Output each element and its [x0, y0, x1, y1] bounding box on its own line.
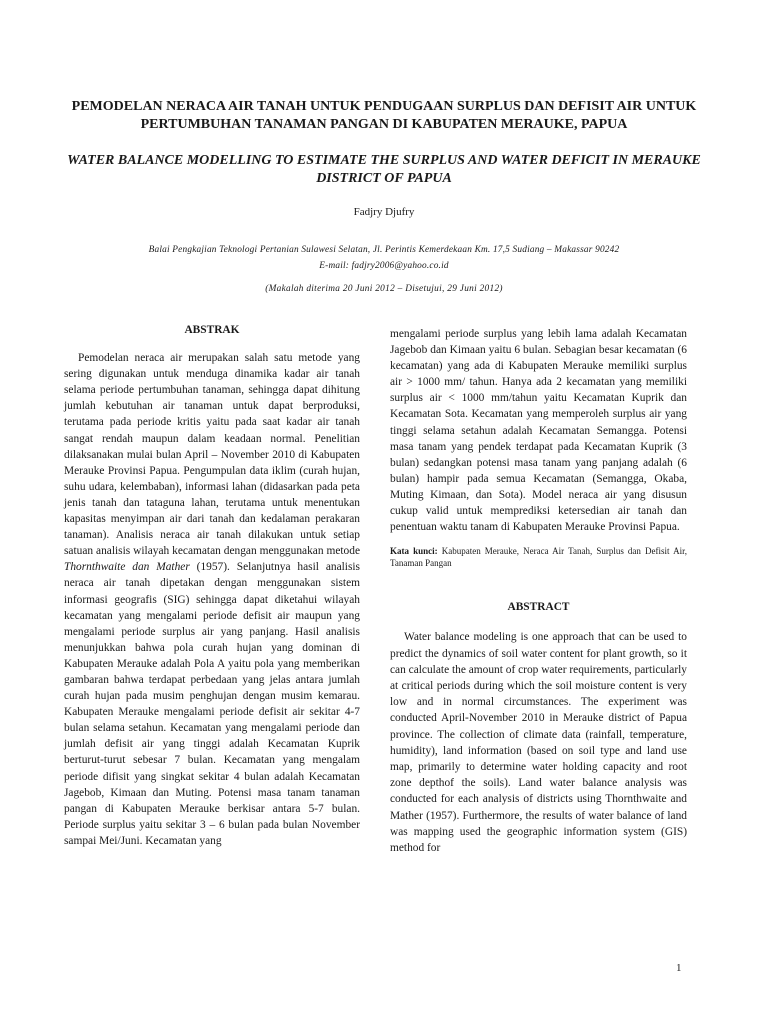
submission-dates: (Makalah diterima 20 Juni 2012 – Disetujui, 29 Juni 2012): [265, 284, 503, 294]
affiliation-address: Balai Pengkajian Teknologi Pertanian Sulawesi Selatan, Jl. Perintis Kemerdekaan Km. 17,5 Sudiang – Makassar 90242: [148, 245, 620, 255]
left-column: [64, 322, 360, 849]
page-number: 1: [676, 962, 682, 974]
keywords: [390, 545, 687, 569]
paper-title-english: WATER BALANCE MODELLING TO ESTIMATE THE SURPLUS AND WATER DEFICIT IN MERAUKE DISTRICT OF PAPUA: [67, 153, 701, 186]
author-affiliation: [40, 242, 728, 274]
abstrak-text-part-1: Pemodelan neraca air merupakan salah satu metode yang sering digunakan untuk menduga dinamika kadar air tanah selama periode pertumbuhan tanaman, sehingga dapat dihitung jumlah kebutuhan air tanaman untuk dapat berproduksi, terutama pada periode kritis yaitu pada saat kadar air tanah sangat rendah maupun dalam keadaan normal. Penelitian dilaksanakan mulai bulan April – November 2010 di Kabupaten Merauke Provinsi Papua. Pengumpulan data iklim (curah hujan, suhu udara, kelembaban), informasi lahan (didasarkan pada peta jenis tanah dan tataguna lahan, terutama untuk menentukan kapasitas menyimpan air dari tanah dan kedalaman perakaran tanaman). Analisis neraca air tanah dilakukan untuk setiap satuan analisis wilayah kecamatan dengan menggunakan metode: [64, 352, 360, 558]
abstrak-paragraph: [64, 350, 360, 849]
right-column: [390, 326, 687, 856]
abstract-paragraph: Water balance modeling is one approach that can be used to predict the dynamics of soil water content for plant growth, so it can calculate the amount of crop water requirements, particularly at critical periods during which the soil moisture content is very low and in normal circumstances. The experiment was conducted April-November 2010 in Merauke district of Papua province. The collection of climate data (rainfall, temperature, humidity), land information (based on soil type and land use map, primarily to determine water holding capacity and root zone depthof the soils). Land water balance analysis was conducted for each analysis of districts using Thornthwaite and Mather (1957). Furthermore, the results of water balance of land was mapping used the geographic information system (GIS) method for: [390, 631, 687, 854]
method-name: Thornthwaite dan Mather: [64, 561, 190, 574]
abstrak-heading: ABSTRAK: [184, 324, 240, 336]
keywords-label: Kata kunci:: [390, 546, 438, 557]
abstrak-text-part-2: (1957). Selanjutnya hasil analisis neraca air tanah dipetakan dengan menggunakan sistem informasi geografis (SIG) sehingga dapat diketahui wilayah kecamatan yang mengalami periode defisit air maupun yang mengalami periode surplus air yang panjang. Hasil analisis menunjukkan bahwa pola curah hujan yang dominan di Kabupaten Merauke adalah Pola A yaitu pola yang memberikan gambaran bahwa terdapat perbedaan yang jelas antara jumlah curah hujan pada musim penghujan dengan musim kemarau. Kabupaten Merauke mengalami periode defisit air sekitar 4-7 bulan selama setahun. Kecamatan yang mengalami periode dan jumlah defisit air yang tinggi adalah Kecamatan Kuprik berturut-turut sebesar 7 bulan. Kecamatan yang mengalam periode difisit yang singkat sekitar 4 bulan adalah Kecamatan Jagebob, Kimaan dan Muting. Potensi masa tanam tanaman pangan di Kabupaten Merauke berkisar antara 5-7 bulan. Periode surplus yaitu sekitar 3 – 6 bulan pada bulan November sampai Mei/Juni. Kecamatan yang: [64, 561, 360, 847]
paper-title-indonesian: PEMODELAN NERACA AIR TANAH UNTUK PENDUGAAN SURPLUS DAN DEFISIT AIR UNTUK PERTUMBUHAN TANAMAN PANGAN DI KABUPATEN MERAUKE, PAPUA: [71, 99, 697, 133]
keywords-text: Kabupaten Merauke, Neraca Air Tanah, Surplus dan Defisit Air, Tanaman Pangan: [390, 546, 687, 569]
author-email: E-mail: fadjry2006@yahoo.co.id: [319, 261, 449, 271]
author-name: Fadjry Djufry: [353, 206, 415, 218]
abstrak-continuation: mengalami periode surplus yang lebih lama adalah Kecamatan Jagebob dan Kimaan yaitu 6 bulan. Sebagian besar kecamatan (6 kecamatan) yang ada di Kabupaten Merauke memiliki surplus air > 1000 mm/ tahun. Hanya ada 2 kecamatan yang memiliki surplus air < 1000 mm/tahun yaitu Kecamatan Kuprik dan Kecamatan Sota. Kecamatan yang memperoleh surplus air yang tinggi selama setahun adalah Kecamatan Semangga. Potensi masa tanam yang pendek terdapat pada Kecamatan Kuprik (3 bulan) sedangkan potensi masa tanam yang panjang adalah (6 bulan) hampir pada semua Kecamatan (Semangga, Okaba, Muting Kimaan, dan Sota). Model neraca air yang disusun cukup valid untuk memprediksi ketersedian air tanah dan penentuan waktu tanam di Kabupaten Merauke Provinsi Papua.: [390, 328, 687, 534]
abstract-heading: ABSTRACT: [507, 601, 570, 614]
